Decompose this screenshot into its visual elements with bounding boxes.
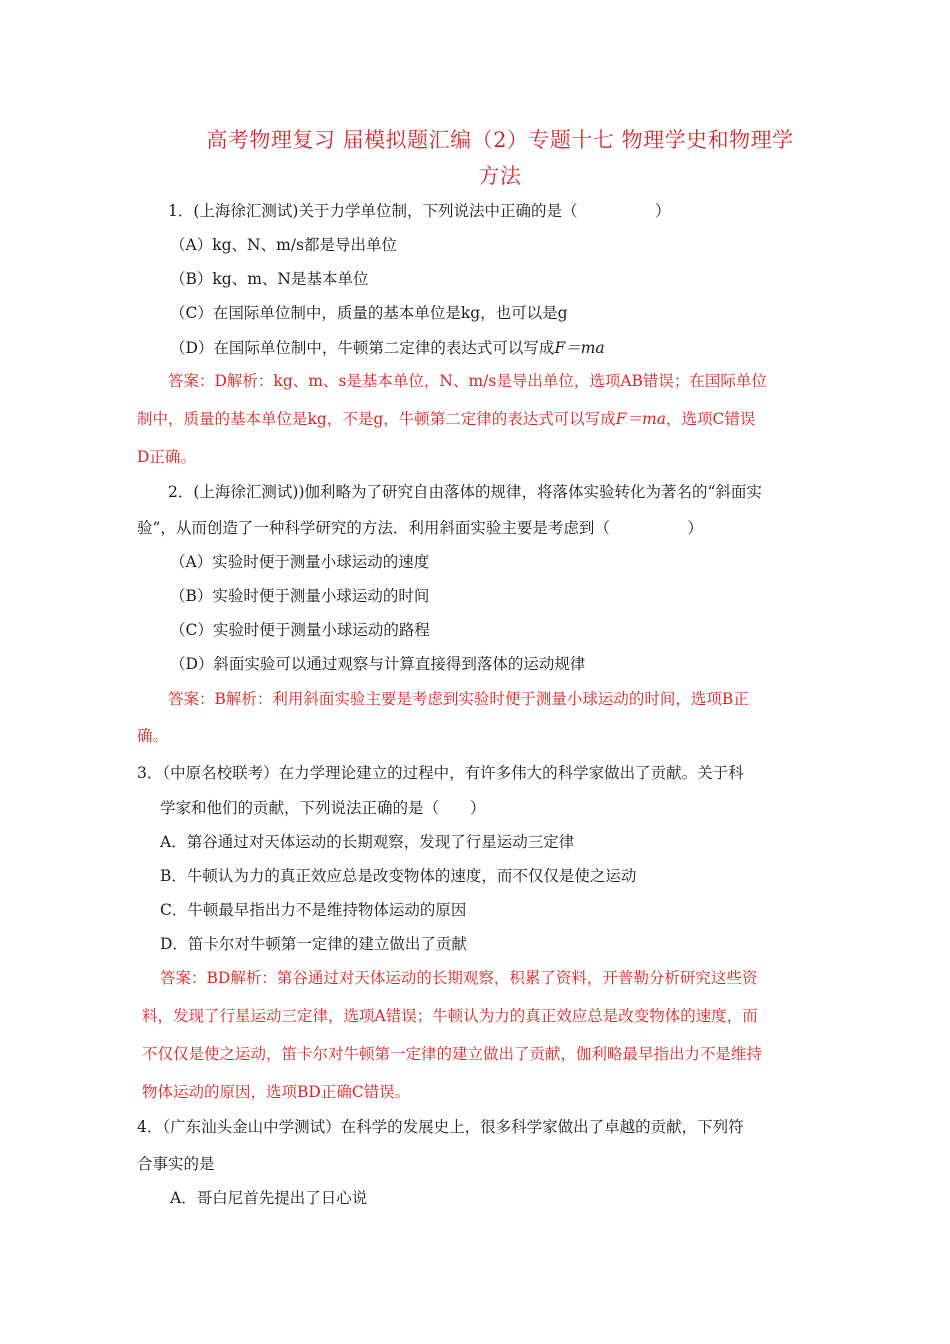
q2-stem-line1: 2．(上海徐汇测试))伽利略为了研究自由落体的规律，将落体实验转化为著名的“斜面实 — [168, 483, 762, 501]
q3-stem-line2: 学家和他们的贡献，下列说法正确的是（ ） — [160, 799, 486, 817]
q3-stem-line1: 3．（中原名校联考）在力学理论建立的过程中，有许多伟大的科学家做出了贡献。关于科 — [137, 764, 744, 782]
q2-option-a: （A）实验时便于测量小球运动的速度 — [170, 553, 430, 571]
q3-answer-line2: 料，发现了行星运动三定律，选项A错误；牛顿认为力的真正效应总是改变物体的速度，而 — [142, 1007, 758, 1025]
q1-answer-line3: D正确。 — [137, 448, 196, 466]
q3-option-d: D．笛卡尔对牛顿第一定律的建立做出了贡献 — [160, 935, 467, 953]
q1-option-c: （C）在国际单位制中，质量的基本单位是kg，也可以是g — [170, 304, 568, 322]
q3-answer-line1: 答案：BD解析：第谷通过对天体运动的长期观察，积累了资料，开普勒分析研究这些资 — [160, 969, 758, 987]
q1-answer-formula: F＝ma — [615, 410, 666, 428]
q1-option-d — [170, 337, 605, 359]
q2-option-b: （B）实验时便于测量小球运动的时间 — [170, 587, 430, 605]
q2-answer-line2: 确。 — [137, 727, 169, 745]
q2-option-d: （D）斜面实验可以通过观察与计算直接得到落体的运动规律 — [170, 655, 586, 673]
q1-answer-line2-text: 制中，质量的基本单位是kg，不是g，牛顿第二定律的表达式可以写成 — [137, 410, 616, 428]
q1-answer-line1: 答案：D解析：kg、m、s是基本单位，N、m/s是导出单位，选项AB错误；在国际单位 — [168, 372, 767, 390]
q2-option-c: （C）实验时便于测量小球运动的路程 — [170, 621, 430, 639]
q1-option-a: （A）kg、N、m/s都是导出单位 — [170, 236, 397, 254]
q3-option-c: C．牛顿最早指出力不是维持物体运动的原因 — [160, 901, 467, 919]
q3-option-b: B．牛顿认为力的真正效应总是改变物体的速度，而不仅仅是使之运动 — [160, 867, 637, 885]
q1-option-d-formula: F＝ma — [554, 339, 605, 357]
q1-answer-line2-end: ，选项C错误 — [665, 410, 756, 428]
q1-stem: 1．(上海徐汇测试)关于力学单位制，下列说法中正确的是（ ） — [168, 202, 671, 220]
document-title-line1: 高考物理复习 届模拟题汇编（2）专题十七 物理学史和物理学 — [206, 128, 794, 152]
q1-answer-line2 — [137, 408, 755, 430]
q1-option-b: （B）kg、m、N是基本单位 — [170, 270, 369, 288]
q4-option-a: A．哥白尼首先提出了日心说 — [170, 1189, 368, 1207]
q3-answer-line3: 不仅仅是使之运动，笛卡尔对牛顿第一定律的建立做出了贡献，伽利略最早指出力不是维持 — [142, 1045, 763, 1063]
q3-answer-line4: 物体运动的原因，选项BD正确C错误。 — [142, 1083, 411, 1101]
document-title-line2: 方法 — [478, 164, 522, 188]
q3-option-a: A．第谷通过对天体运动的长期观察，发现了行星运动三定律 — [160, 833, 575, 851]
q2-stem-line2: 验”，从而创造了一种科学研究的方法．利用斜面实验主要是考虑到（ ） — [137, 519, 703, 537]
q1-option-d-text: （D）在国际单位制中，牛顿第二定律的表达式可以写成 — [170, 339, 555, 357]
q2-answer-line1: 答案：B解析：利用斜面实验主要是考虑到实验时便于测量小球运动的时间，选项B正 — [168, 690, 749, 708]
q4-stem-line2: 合事实的是 — [137, 1155, 215, 1173]
q4-stem-line1: 4．（广东汕头金山中学测试）在科学的发展史上，很多科学家做出了卓越的贡献，下列符 — [137, 1118, 744, 1136]
